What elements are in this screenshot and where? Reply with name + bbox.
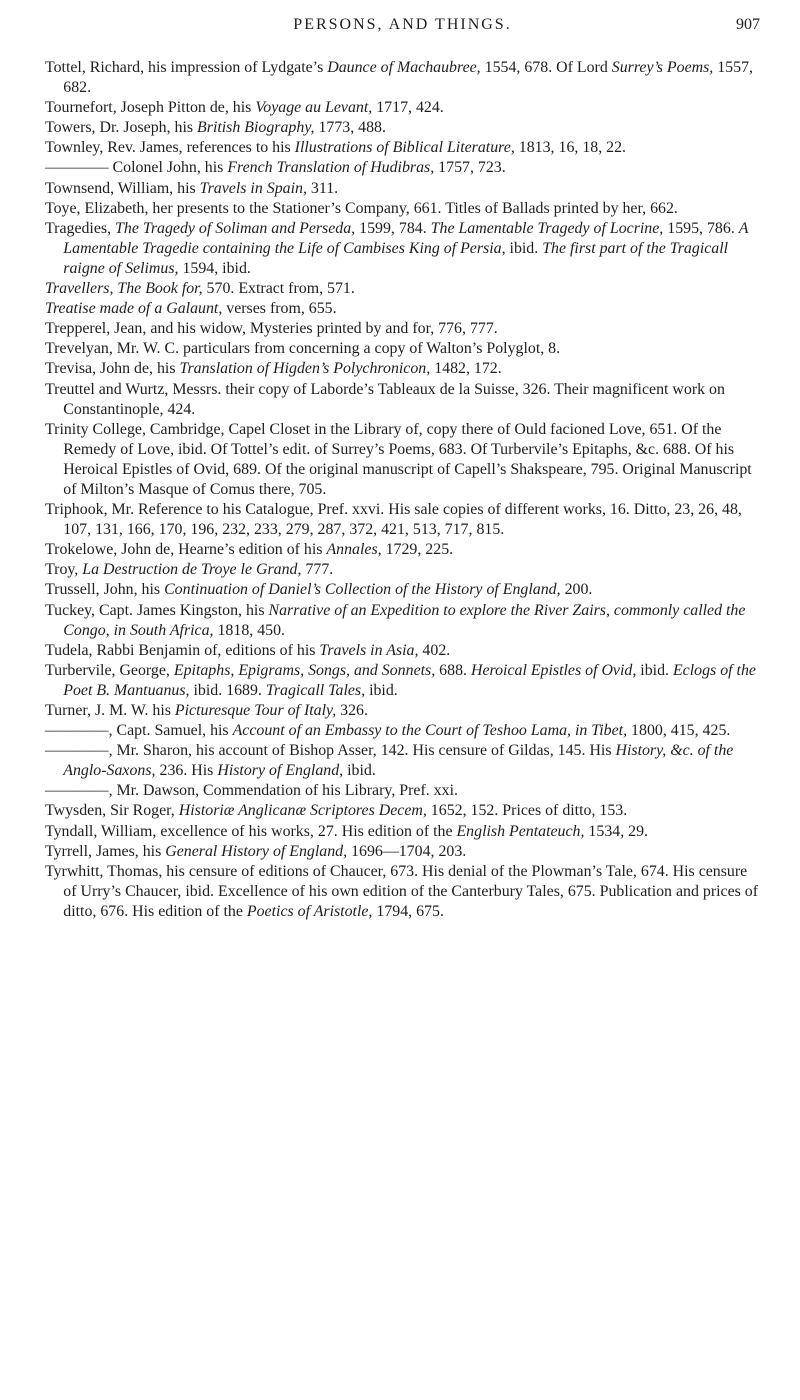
index-entry — [45, 58, 760, 98]
entry-text: Tragedies, — [45, 219, 116, 237]
entry-title-text: French Translation of Hudibras, — [227, 159, 435, 177]
entry-text: 688. — [435, 661, 471, 679]
entry-text: Treuttel and Wurtz, Messrs. their copy of Laborde’s Tableaux de la Suisse, 326. Their magnificent work on Constantinople, 424. — [45, 380, 725, 418]
entry-title-text: Poetics of Aristotle, — [246, 902, 373, 920]
entry-text: 1757, 723. — [434, 159, 506, 177]
entry-text: 326. — [336, 702, 368, 719]
entry-title-text: General History of England, — [165, 842, 348, 860]
entry-text: Tournefort, Joseph Pitton de, his — [45, 99, 256, 117]
entry-title-text: History of England, — [217, 762, 344, 780]
entry-title-text: Surrey’s Poems, — [611, 59, 714, 76]
entry-text: ibid. 1689. — [189, 681, 266, 699]
entry-text: ———— Colonel John, his — [45, 159, 228, 177]
entry-text: Townley, Rev. James, references to his — [45, 139, 295, 157]
entry-text: 402. — [418, 641, 451, 659]
entry-text: 1729, 225. — [381, 541, 454, 559]
entry-text: Trevelyan, Mr. W. C. particulars from concerning a copy of Walton’s Polyglot, 8. — [45, 340, 561, 358]
entry-text: 1534, 29. — [584, 822, 649, 840]
entry-text: ————, Mr. Dawson, Commendation of his Library, Pref. xxi. — [45, 782, 458, 800]
entry-title-text: Continuation of Daniel’s Collection of the History of England, — [164, 581, 561, 599]
index-entry — [45, 842, 760, 862]
running-title: PERSONS, AND THINGS. — [293, 16, 512, 33]
entry-title-text: Historiæ Anglicanæ Scriptores Decem, — [178, 802, 427, 820]
entry-text: ibid. — [343, 762, 376, 780]
entry-text: ————, Capt. Samuel, his — [45, 722, 233, 740]
entry-title-text: Illustrations of Biblical Literature, — [294, 139, 515, 157]
entry-text: 1599, 784. — [355, 219, 431, 237]
index-entry — [45, 560, 760, 580]
index-entry — [45, 179, 760, 199]
entry-text: Towers, Dr. Joseph, his — [45, 119, 198, 137]
index-entry — [45, 219, 760, 279]
entry-text: Trinity College, Cambridge, Capel Closet in the Library of, copy there of Ould facioned Love, 651. Of the Remedy of Love, ibid. Of Tottel’s edit. of Surrey’s Poems, 683. Of Turbervile’s Epitaphs, &c. 688. Of his Heroical Epistles of Ovid, 689. Of the original manuscript of Capell’s Shakspeare, 795. Original Manuscript of Milton’s Masque of Comus there, 705. — [45, 420, 752, 498]
entry-text: 1696—1704, 203. — [347, 842, 467, 860]
index-entry — [45, 359, 760, 379]
entry-title-text: The first part of the Tragicall raigne of Selimus, — [63, 239, 729, 277]
entry-title-text: Voyage au Levant, — [255, 99, 373, 117]
entry-title-text: Tragicall Tales, — [265, 681, 366, 699]
entry-title-text: Picturesque Tour of Italy, — [174, 702, 337, 719]
index-entry — [45, 721, 760, 741]
entry-title-text: History, &c. of the Anglo-Saxons, — [63, 742, 734, 780]
entry-text: Toye, Elizabeth, her presents to the Stationer’s Company, 661. Titles of Ballads printed by her, 662. — [45, 199, 678, 217]
entry-title-text: The Tragedy of Soliman and Perseda, — [115, 219, 356, 237]
index-entry — [45, 641, 760, 661]
entry-title-text: Eclogs of the Poet B. Mantuanus, — [63, 661, 756, 699]
entry-title-text: Translation of Higden’s Polychronicon, — [179, 360, 431, 378]
index-entry — [45, 822, 760, 842]
index-entry — [45, 500, 760, 540]
index-entry — [45, 319, 760, 339]
entry-text: 1595, 786. — [663, 219, 739, 237]
entry-text: 1813, 16, 18, 22. — [514, 139, 627, 157]
entry-text: 1800, 415, 425. — [627, 722, 731, 740]
entry-title-text: Annales, — [326, 541, 382, 559]
entry-text: ibid. — [636, 661, 673, 679]
entry-title-text: Travels in Spain, — [199, 179, 307, 197]
entry-text: Tyndall, William, excellence of his works, 27. His edition of the — [45, 822, 457, 840]
entry-text: Tyrrell, James, his — [45, 842, 166, 860]
index-entry — [45, 158, 760, 178]
index-entry — [45, 420, 760, 500]
entry-text: 570. Extract from, 571. — [202, 280, 355, 298]
index-entry — [45, 781, 760, 801]
entry-title-text: The Lamentable Tragedy of Locrine, — [430, 219, 664, 237]
entry-title-text: Heroical Epistles of Ovid, — [470, 661, 637, 679]
index-entries — [45, 58, 760, 922]
index-entry — [45, 118, 760, 138]
entry-text: 1717, 424. — [372, 99, 444, 117]
entry-text: 1818, 450. — [213, 621, 286, 639]
entry-text: Tudela, Rabbi Benjamin of, editions of his — [45, 641, 320, 659]
entry-title-text: Treatise made of a Galaunt, — [45, 300, 223, 318]
entry-text: Triphook, Mr. Reference to his Catalogue, Pref. xxvi. His sale copies of different works, 16. Ditto, 23, 26, 48, 107, 131, 166, 170, 196, 232, 233, 279, 287, 372, 421, 513, 717, 815. — [45, 501, 742, 539]
entry-text: Troy, — [45, 561, 83, 579]
entry-title-text: British Biography, — [197, 119, 315, 137]
index-entry — [45, 339, 760, 359]
entry-title-text: La Destruction de Troye le Grand, — [82, 561, 302, 579]
index-entry — [45, 279, 760, 299]
entry-text: Trepperel, Jean, and his widow, Mysteries printed by and for, 776, 777. — [45, 320, 498, 338]
entry-title-text: English Pentateuch, — [456, 822, 585, 840]
entry-text: ibid. — [505, 239, 543, 257]
entry-text: Turner, J. M. W. his — [45, 702, 175, 719]
entry-title-text: Narrative of an Expedition to explore the River Zairs, commonly called the Congo, in South Africa, — [63, 601, 746, 639]
entry-text: 200. — [560, 581, 593, 599]
index-entry — [45, 138, 760, 158]
entry-text: 1554, 678. Of Lord — [480, 59, 612, 76]
entry-title-text: Travels in Asia, — [319, 641, 419, 659]
index-entry — [45, 801, 760, 821]
entry-text: 777. — [301, 561, 334, 579]
index-entry — [45, 741, 760, 781]
index-entry — [45, 380, 760, 420]
entry-text: Trussell, John, his — [45, 581, 165, 599]
entry-title-text: Travellers, The Book for, — [45, 280, 203, 298]
entry-text: 1557, 682. — [63, 59, 753, 97]
entry-text: 1794, 675. — [372, 902, 444, 920]
index-entry — [45, 580, 760, 600]
index-entry — [45, 701, 760, 721]
index-entry — [45, 540, 760, 560]
entry-title-text: Daunce of Machaubree, — [327, 59, 481, 76]
entry-text: Tuckey, Capt. James Kingston, his — [45, 601, 269, 619]
entry-text: ibid. — [365, 681, 398, 699]
index-entry — [45, 862, 760, 922]
entry-text: Trevisa, John de, his — [45, 360, 180, 378]
entry-title-text: Account of an Embassy to the Court of Teshoo Lama, in Tibet, — [232, 722, 628, 740]
entry-text: Tyrwhitt, Thomas, his censure of editions of Chaucer, 673. His denial of the Plowman’s Tale, 674. His censure of Urry’s Chaucer, ibid. Excellence of his own edition of the Canterbury Tales, 675. Publication and prices of ditto, 676. His edition of the — [45, 862, 759, 920]
entry-text: 1594, ibid. — [178, 259, 251, 277]
entry-text: ————, Mr. Sharon, his account of Bishop Asser, 142. His censure of Gildas, 145. His — [45, 742, 616, 760]
page-header — [45, 0, 760, 58]
entry-text: Townsend, William, his — [45, 179, 200, 197]
page-number: 907 — [736, 16, 760, 33]
entry-text: 1482, 172. — [430, 360, 502, 378]
entry-text: Tottel, Richard, his impression of Lydgate’s — [45, 59, 328, 76]
index-entry — [45, 601, 760, 641]
entry-title-text: Epitaphs, Epigrams, Songs, and Sonnets, — [173, 661, 436, 679]
index-entry — [45, 661, 760, 701]
entry-text: Trokelowe, John de, Hearne’s edition of his — [45, 541, 327, 559]
entry-text: 1652, 152. Prices of ditto, 153. — [426, 802, 628, 820]
index-entry — [45, 299, 760, 319]
entry-text: 1773, 488. — [314, 119, 386, 137]
entry-text: Turbervile, George, — [45, 661, 174, 679]
entry-text: Twysden, Sir Roger, — [45, 802, 179, 820]
entry-text: 236. His — [155, 762, 218, 780]
index-entry — [45, 98, 760, 118]
entry-text: 311. — [306, 179, 339, 197]
entry-title-text: A Lamentable Tragedie containing the Life of Cambises King of Persia, — [63, 219, 749, 257]
entry-text: verses from, 655. — [222, 300, 337, 318]
index-entry — [45, 199, 760, 219]
